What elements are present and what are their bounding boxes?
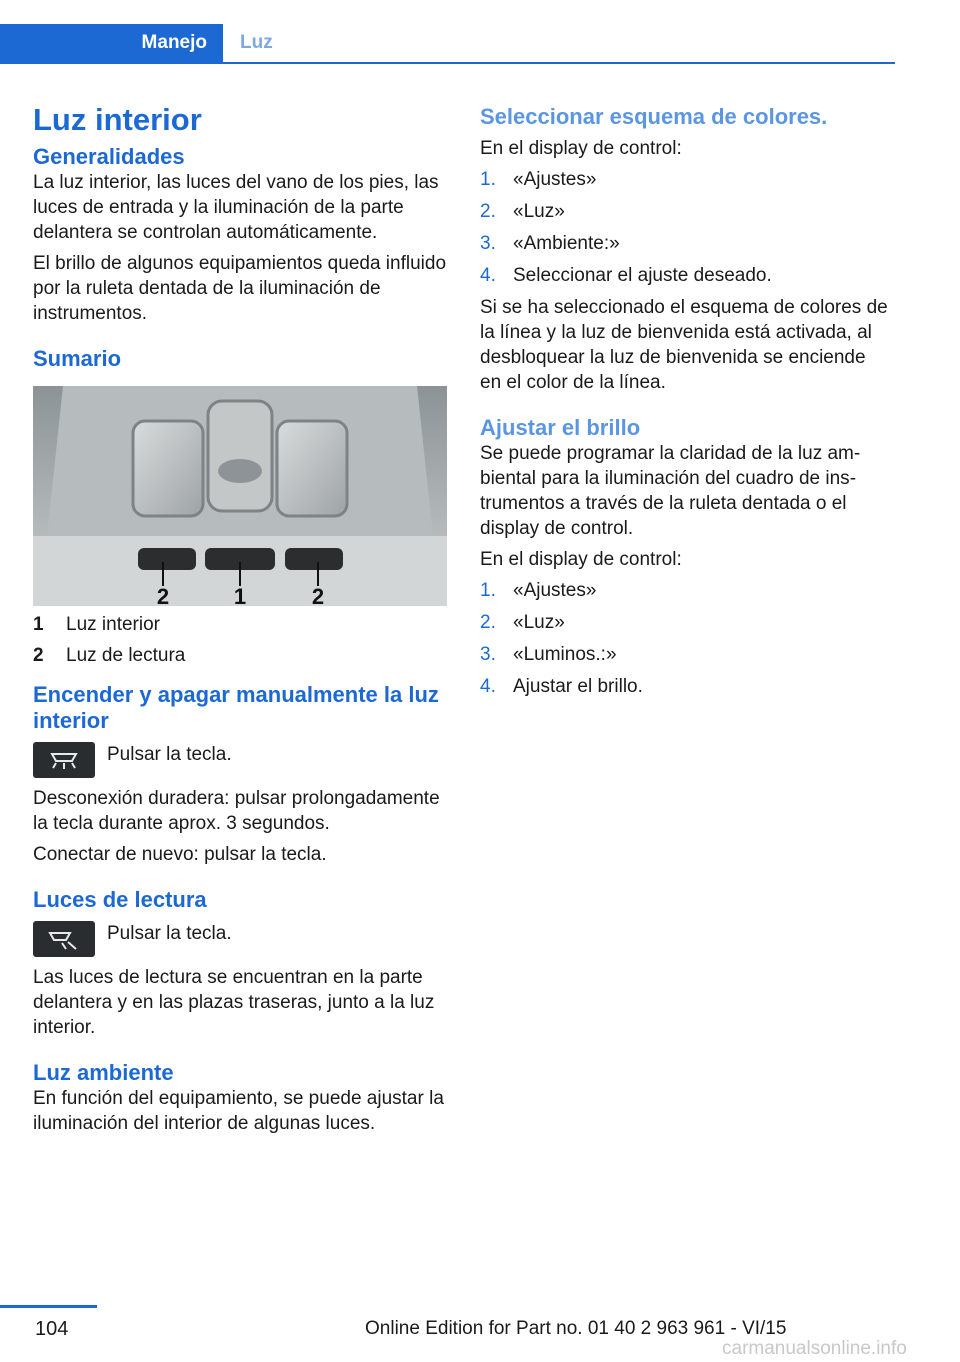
step-text: «Ambiente:» [513,233,620,254]
legend-text: Luz interior [66,614,160,635]
list-item [480,674,890,699]
right-column [480,100,890,706]
page-number: 104 [35,1318,69,1340]
heading-generalidades: Generalidades [33,144,185,169]
paragraph: La luz interior, las luces del vano de los pies, las luces de entrada y la iluminación de la parte delantera se controlan automáticamente. [33,172,439,243]
photo-label: 1 [233,584,247,606]
tab-manejo[interactable]: Manejo [0,24,223,62]
interior-light-key-icon [33,742,95,778]
list-item [480,231,890,256]
step-text: Ajustar el brillo. [513,676,643,697]
steps-list [480,578,890,699]
heading-luz-ambiente: Luz ambiente [33,1060,174,1085]
key-instruction: Pulsar la tecla. [107,744,232,765]
heading-ajustar-brillo: Ajustar el brillo [480,415,641,440]
list-item [480,610,890,635]
header-tabbar [0,24,895,64]
list-item [480,263,890,288]
legend-number: 2 [33,645,44,666]
list-item [480,167,890,192]
heading-luces-lectura: Luces de lectura [33,887,207,912]
photo-label: 2 [311,584,325,606]
paragraph: Se puede programar la claridad de la luz ambiental para la iluminación del cuadro de instrumentos a través de la ruleta dentada o el display de control. [480,443,861,539]
paragraph: Desconexión duradera: pulsar prolongadamente la tecla durante aprox. 3 segundos. [33,788,440,834]
paragraph: En el display de control: [480,138,682,159]
steps-list [480,167,890,288]
list-item [480,199,890,224]
step-text: «Luminos.:» [513,644,617,665]
legend-number: 1 [33,614,44,635]
heading-encender: Encender y apagar manualmente la luz interior [33,682,439,733]
watermark: carmanualsonline.info [722,1338,907,1359]
legend-item [33,643,449,668]
step-text: Seleccionar el ajuste deseado. [513,265,772,286]
step-number: 3. [480,644,496,665]
step-number: 1. [480,580,496,601]
paragraph: Conectar de nuevo: pulsar la tecla. [33,844,327,865]
paragraph: En función del equipamiento, se puede ajustar la iluminación del interior de algunas luces. [33,1088,444,1134]
footer-accent-line [0,1305,97,1308]
step-number: 2. [480,612,496,633]
step-text: «Luz» [513,201,565,222]
interior-light-photo [33,386,447,606]
heading-sumario: Sumario [33,346,122,371]
step-number: 4. [480,676,496,697]
paragraph: Si se ha seleccionado el esquema de colores de la línea y la luz de bienvenida está activada, al desbloquear la luz de bienvenida se enciende en el color de la línea. [480,297,888,393]
edition-text: Online Edition for Part no. 01 40 2 963 961 - VI/15 [365,1318,787,1339]
step-text: «Ajustes» [513,580,597,601]
list-item [480,642,890,667]
step-number: 2. [480,201,496,222]
list-item [480,578,890,603]
heading-esquema-colores: Seleccionar esquema de colores. [480,104,828,129]
paragraph: En el display de control: [480,549,682,570]
legend-item [33,612,449,637]
step-number: 3. [480,233,496,254]
key-row-lectura [33,921,449,957]
legend-text: Luz de lectura [66,645,186,666]
step-text: «Ajustes» [513,169,597,190]
step-number: 4. [480,265,496,286]
step-text: «Luz» [513,612,565,633]
reading-light-key-icon [33,921,95,957]
photo-label: 2 [156,584,170,606]
paragraph: Las luces de lectura se encuentran en la parte delantera y en las plazas traseras, junto a la luz interior. [33,967,435,1038]
key-row-interior [33,742,449,778]
left-column [33,100,449,1142]
paragraph: El brillo de algunos equipamientos queda influido por la ruleta dentada de la iluminación de instrumentos. [33,253,447,324]
tab-luz[interactable]: Luz [240,32,273,53]
page-title: Luz interior [33,102,202,137]
key-instruction: Pulsar la tecla. [107,923,232,944]
step-number: 1. [480,169,496,190]
